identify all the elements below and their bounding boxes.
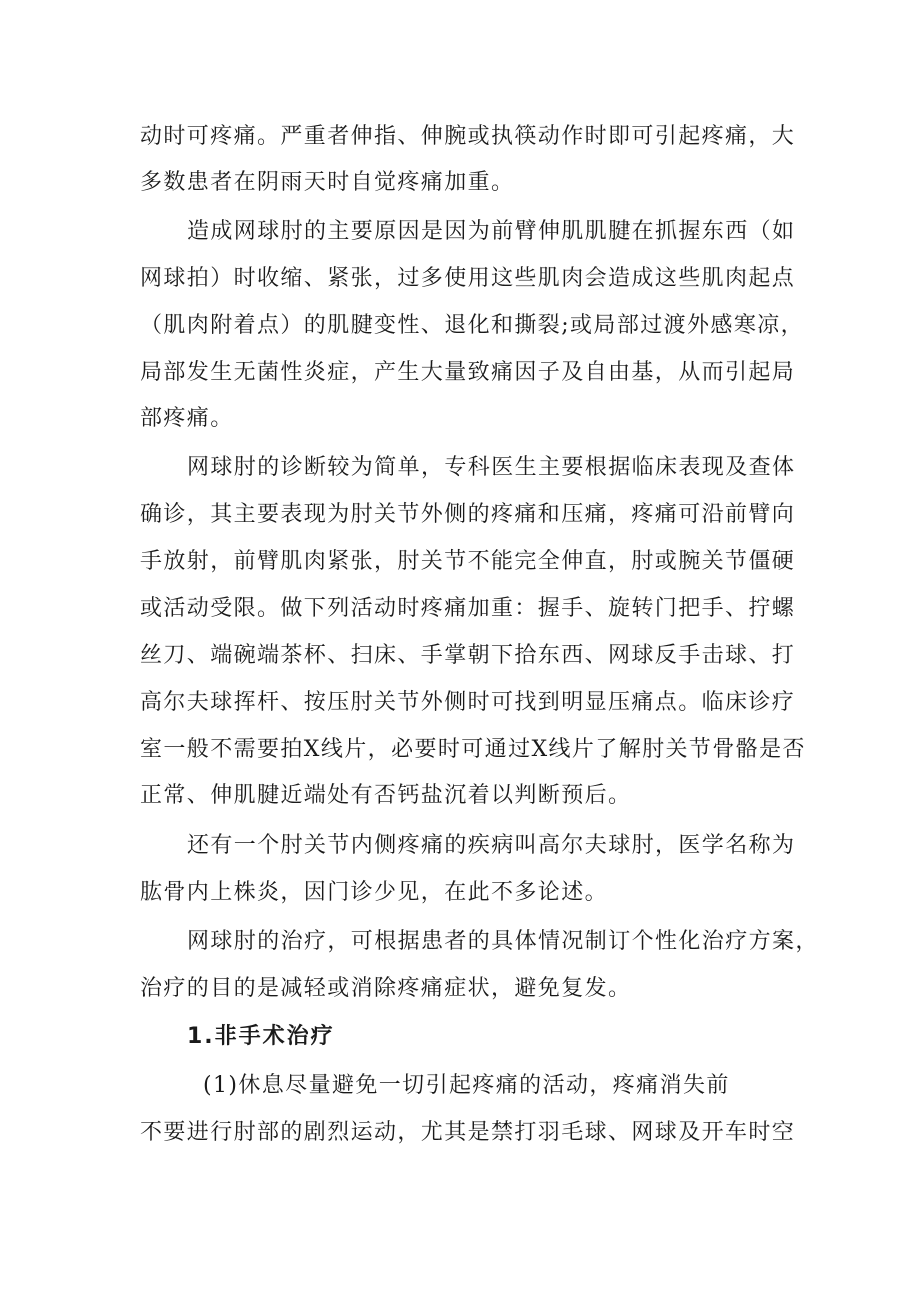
paragraph-2-line-2: 网球拍）时收缩、紧张，过多使用这些肌肉会造成这些肌肉起点 bbox=[140, 266, 796, 291]
paragraph-5-line-1: 网球肘的治疗，可根据患者的具体情况制订个性化治疗方案， bbox=[187, 929, 819, 954]
paragraph-2-line-4: 局部发生无菌性炎症，产生大量致痛因子及自由基，从而引起局 bbox=[140, 360, 796, 385]
paragraph-3-line-5: 丝刀、端碗端茶杯、扫床、手掌朝下拾东西、网球反手击球、打 bbox=[140, 643, 796, 668]
paragraph-3-line-4: 或活动受限。做下列活动时疼痛加重：握手、旋转门把手、拧螺 bbox=[140, 596, 796, 621]
paragraph-3-line-3: 手放射，前臂肌肉紧张，肘关节不能完全伸直，肘或腕关节僵硬 bbox=[140, 549, 796, 574]
paragraph-3-line-1: 网球肘的诊断较为简单，专科医生主要根据临床表现及查体 bbox=[187, 455, 796, 480]
item-1-line-1: (1)休息尽量避免一切引起疼痛的活动，疼痛消失前 bbox=[203, 1073, 730, 1098]
item-1-line-2: 不要进行肘部的剧烈运动，尤其是禁打羽毛球、网球及开车时空 bbox=[140, 1120, 796, 1145]
paragraph-3-line-7: 室一般不需要拍X线片，必要时可通过X线片了解肘关节骨骼是否 bbox=[140, 737, 806, 762]
paragraph-3-line-2: 确诊，其主要表现为肘关节外侧的疼痛和压痛，疼痛可沿前臂向 bbox=[140, 502, 796, 527]
paragraph-3-line-6: 高尔夫球挥杆、按压肘关节外侧时可找到明显压痛点。临床诊疗 bbox=[140, 690, 796, 715]
paragraph-5-line-2: 治疗的目的是减轻或消除疼痛症状，避免复发。 bbox=[140, 976, 632, 1001]
paragraph-4-line-2: 肱骨内上株炎，因门诊少见，在此不多论述。 bbox=[140, 880, 609, 905]
paragraph-2-line-3: （肌肉附着点）的肌腱变性、退化和撕裂;或局部过渡外感寒凉， bbox=[140, 313, 805, 338]
paragraph-4-line-1: 还有一个肘关节内侧疼痛的疾病叫高尔夫球肘，医学名称为 bbox=[187, 833, 796, 858]
paragraph-1-line-1: 动时可疼痛。严重者伸指、伸腕或执筷动作时即可引起疼痛，大 bbox=[140, 124, 796, 149]
paragraph-2-line-1: 造成网球肘的主要原因是因为前臂伸肌肌腱在抓握东西（如 bbox=[187, 219, 796, 244]
paragraph-2-line-5: 部疼痛。 bbox=[140, 406, 234, 431]
section-heading: 1.非手术治疗 bbox=[187, 1024, 335, 1049]
paragraph-3-line-8: 正常、伸肌腱近端处有否钙盐沉着以判断预后。 bbox=[140, 783, 632, 808]
paragraph-1-line-2: 多数患者在阴雨天时自觉疼痛加重。 bbox=[140, 170, 515, 195]
